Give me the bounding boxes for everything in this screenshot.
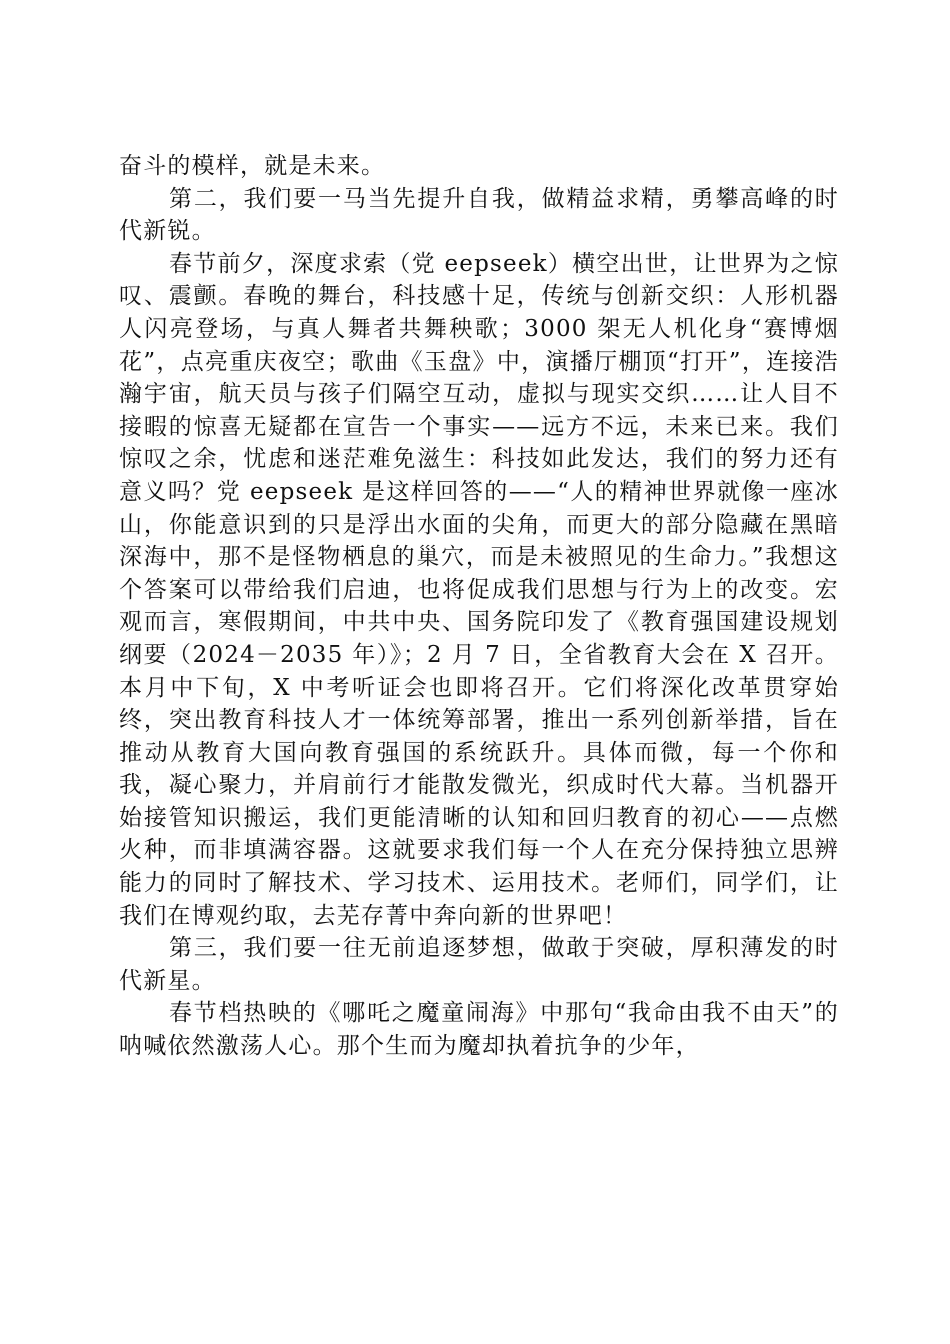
paragraph-continuation: 奋斗的模样，就是未来。 [119, 153, 386, 179]
paragraph-technology-body: 春节前夕，深度求索（党 eepseek）横空出世，让世界为之惊叹、震颤。春晚的舞台，科技感十足，传统与创新交织：人形机器人闪亮登场，与真人舞者共舞秧歌；3000 架无人机化身“赛博烟花”，点亮重庆夜空；歌曲《玉盘》中，演播厅棚顶“打开”，连接浩瀚宇宙，航天员与孩子们隔空互动，虚拟与现实交织……让人目不接暇的惊喜无疑都在宣告一个事实——远方不远，未来已来。我们惊叹之余，忧虑和迷茫难免滋生：科技如此发达，我们的努力还有意义吗？党 eepseek 是这样回答的——“人的精神世界就像一座冰山，你能意识到的只是浮出水面的尖角，而更大的部分隐藏在黑暗深海中，那不是怪物栖息的巢穴，而是未被照见的生命力。”我想这个答案可以带给我们启迪，也将促成我们思想与行为上的改变。宏观而言，寒假期间，中共中央、国务院印发了《教育强国建设规划纲要（2024－2035 年）》；2 月 7 日，全省教育大会在 X 召开。本月中下旬，X 中考听证会也即将召开。它们将深化改革贯穿始终，突出教育科技人才一体统筹部署，推出一系列创新举措，旨在推动从教育大国向教育强国的系统跃升。具体而微，每一个你和我，凝心聚力，并肩前行才能散发微光，织成时代大幕。当机器开始接管知识搬运，我们更能清晰的认知和回归教育的初心——点燃火种，而非填满容器。这就要求我们每一个人在充分保持独立思辨能力的同时了解技术、学习技术、运用技术。老师们，同学们，让我们在博观约取，去芜存菁中奔向新的世界吧！ [119, 250, 839, 929]
document-body [119, 150, 839, 1063]
paragraph-nezha-body: 春节档热映的《哪吒之魔童闹海》中那句“我命由我不由天”的呐喊依然激荡人心。那个生而为魔却执着抗争的少年， [119, 1000, 839, 1060]
paragraph-point-two-heading: 第二，我们要一马当先提升自我，做精益求精，勇攀高峰的时代新锐。 [119, 185, 839, 245]
paragraph-point-three-heading: 第三，我们要一往无前追逐梦想，做敢于突破，厚积薄发的时代新星。 [119, 935, 839, 994]
